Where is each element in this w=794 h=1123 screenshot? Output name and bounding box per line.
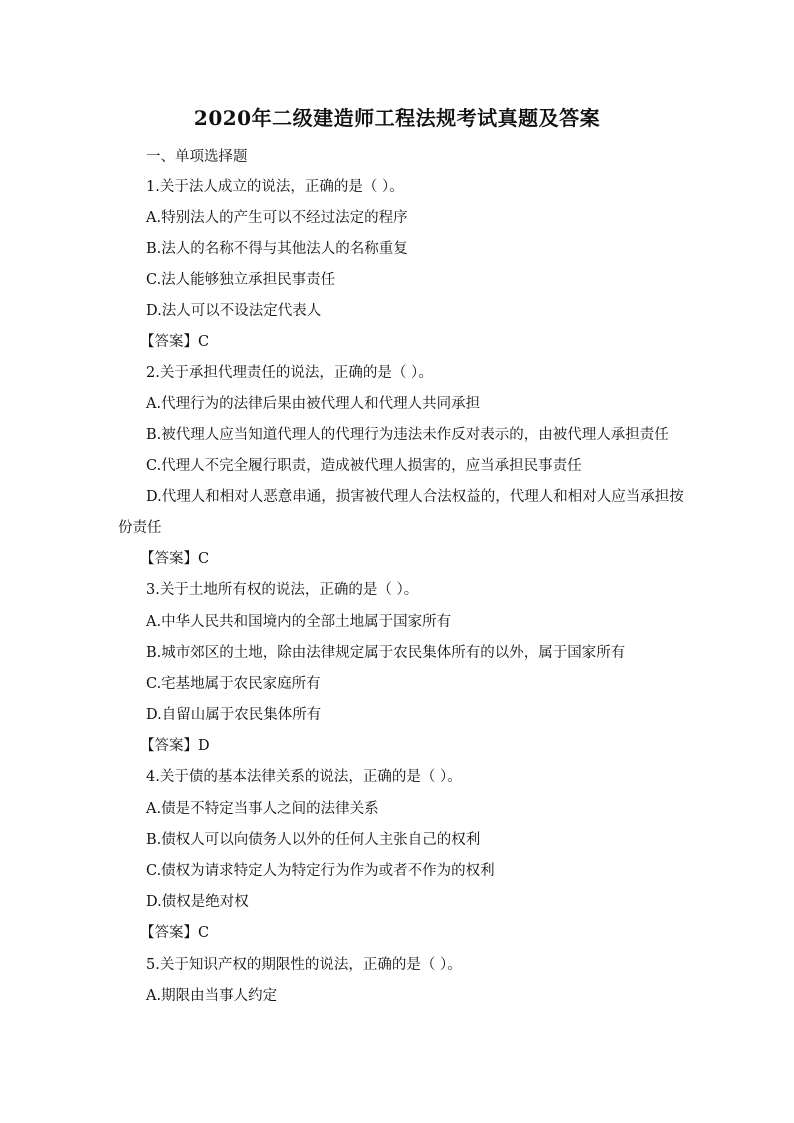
- question-2-option-a: A.代理行为的法律后果由被代理人和代理人共同承担: [146, 396, 481, 412]
- question-2-option-d-line-1: D.代理人和相对人恶意串通，损害被代理人合法权益的，代理人和相对人应当承担按: [146, 489, 684, 505]
- question-4-option-a: A.债是不特定当事人之间的法律关系: [146, 801, 379, 817]
- question-2-option-d-line-2: 份责任: [118, 520, 162, 536]
- question-5-option-a: A.期限由当事人约定: [146, 988, 278, 1004]
- question-1-option-c: C.法人能够独立承担民事责任: [146, 272, 336, 288]
- question-4-option-c: C.债权为请求特定人为特定行为作为或者不作为的权利: [146, 863, 495, 879]
- question-3-option-d: D.自留山属于农民集体所有: [146, 707, 322, 723]
- question-1-answer: 【答案】C: [140, 334, 210, 350]
- question-2-stem: 2.关于承担代理责任的说法，正确的是（ ）。: [146, 365, 433, 381]
- question-5-stem: 5.关于知识产权的期限性的说法，正确的是（ ）。: [146, 957, 462, 973]
- question-2-option-c: C.代理人不完全履行职责，造成被代理人损害的，应当承担民事责任: [146, 458, 582, 474]
- question-4-option-b: B.债权人可以向债务人以外的任何人主张自己的权利: [146, 832, 481, 848]
- question-1-stem: 1.关于法人成立的说法，正确的是（ ）。: [146, 179, 404, 195]
- document-title: 2020年二级建造师工程法规考试真题及答案: [193, 106, 601, 130]
- question-3-stem: 3.关于土地所有权的说法，正确的是（ ）。: [146, 582, 419, 598]
- section-heading: 一、单项选择题: [146, 149, 248, 165]
- question-3-answer: 【答案】D: [140, 738, 210, 754]
- question-1-option-d: D.法人可以不设法定代表人: [146, 303, 322, 319]
- question-3-option-a: A.中华人民共和国境内的全部土地属于国家所有: [146, 614, 452, 630]
- question-3-option-b: B.城市郊区的土地，除由法律规定属于农民集体所有的以外，属于国家所有: [146, 645, 626, 661]
- question-4-answer: 【答案】C: [140, 925, 210, 941]
- question-1-option-b: B.法人的名称不得与其他法人的名称重复: [146, 241, 408, 257]
- question-2-option-b: B.被代理人应当知道代理人的代理行为违法未作反对表示的，由被代理人承担责任: [146, 427, 669, 443]
- question-2-answer: 【答案】C: [140, 551, 210, 567]
- question-3-option-c: C.宅基地属于农民家庭所有: [146, 676, 321, 692]
- question-4-stem: 4.关于债的基本法律关系的说法，正确的是（ ）。: [146, 769, 462, 785]
- question-1-option-a: A.特别法人的产生可以不经过法定的程序: [146, 210, 408, 226]
- question-4-option-d: D.债权是绝对权: [146, 894, 249, 910]
